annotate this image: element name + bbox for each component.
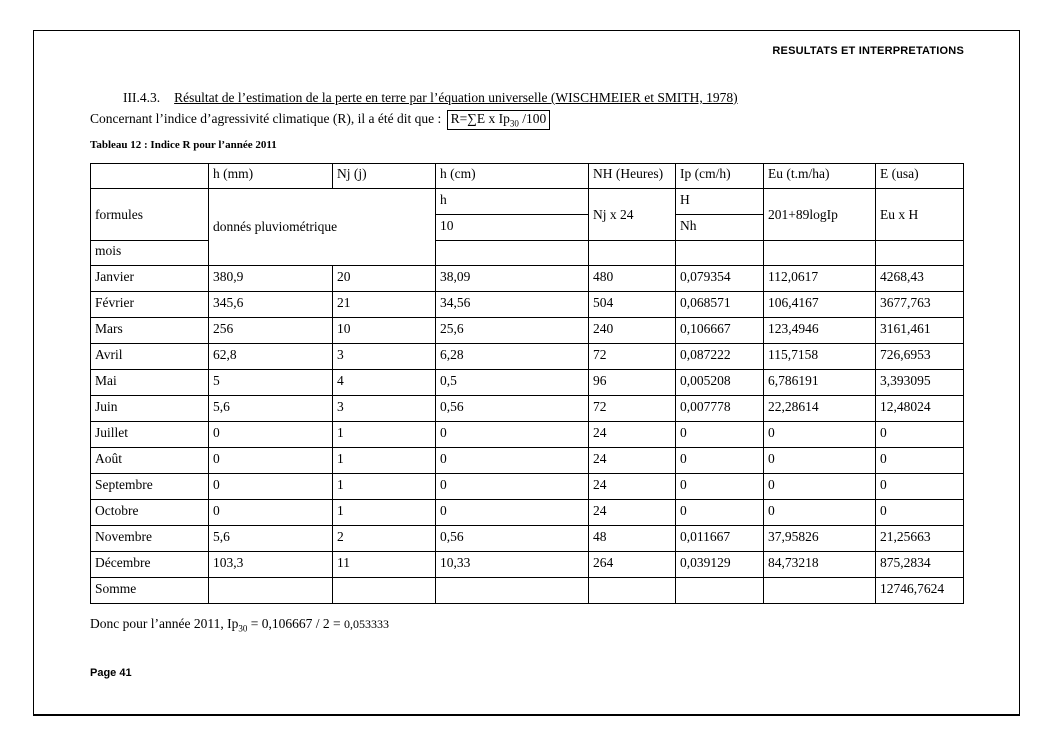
value-cell: 0 [876,474,964,500]
conclusion-line [90,616,389,634]
column-header-e: E (usa) [876,164,964,189]
value-cell: 24 [589,500,676,526]
section-title: Résultat de l’estimation de la perte en terre par l’équation universelle (WISCHMEIER et SMITH, 1978) [174,90,738,105]
value-cell: 0 [764,422,876,448]
month-label-cell: Mai [91,370,209,396]
value-cell: 34,56 [436,292,589,318]
table-row [91,370,964,396]
nh-formula-cell: Nj x 24 [589,189,676,241]
month-label-cell: Novembre [91,526,209,552]
value-cell: 0 [676,500,764,526]
indice-r-table [90,163,964,604]
value-cell: 264 [589,552,676,578]
value-cell: 84,73218 [764,552,876,578]
ip-formula-cell [676,189,764,241]
value-cell: 3161,461 [876,318,964,344]
value-cell: 0 [436,448,589,474]
value-cell: 21,25663 [876,526,964,552]
value-cell [764,578,876,604]
value-cell: 6,786191 [764,370,876,396]
month-label-cell: Décembre [91,552,209,578]
value-cell: 10 [333,318,436,344]
table-row [91,292,964,318]
column-header-nh: NH (Heures) [589,164,676,189]
month-label-cell: Somme [91,578,209,604]
formula-box [447,110,551,130]
value-cell: 0 [764,448,876,474]
fraction-numerator: H [676,189,763,215]
value-cell: 0,007778 [676,396,764,422]
fraction-denominator: 10 [440,218,454,233]
value-cell: 0 [436,474,589,500]
value-cell: 380,9 [209,266,333,292]
value-cell: 1 [333,500,436,526]
value-cell: 0 [764,474,876,500]
value-cell: 10,33 [436,552,589,578]
intro-text: Concernant l’indice d’agressivité climatique (R), il a été dit que : [90,111,445,126]
value-cell: 1 [333,474,436,500]
column-header-h-cm: h (cm) [436,164,589,189]
fraction-denominator: Nh [680,218,697,233]
value-cell: 0,079354 [676,266,764,292]
table-caption: Tableau 12 : Indice R pour l’année 2011 [90,139,277,151]
month-label-cell: Avril [91,344,209,370]
mois-label-cell: mois [91,241,209,266]
value-cell: 12,48024 [876,396,964,422]
value-cell: 4268,43 [876,266,964,292]
value-cell [209,578,333,604]
table-row [91,396,964,422]
value-cell: 24 [589,448,676,474]
column-header-nj: Nj (j) [333,164,436,189]
value-cell: 1 [333,448,436,474]
value-cell: 96 [589,370,676,396]
value-cell: 37,95826 [764,526,876,552]
conclusion-prefix: Donc pour l’année 2011, Ip [90,616,239,631]
value-cell: 0 [876,448,964,474]
table-row-somme [91,578,964,604]
value-cell: 0,56 [436,526,589,552]
value-cell: 0 [676,474,764,500]
empty-cell [676,241,764,266]
pluvio-cell: donnés pluviométrique [209,189,436,266]
value-cell: 0 [209,448,333,474]
formula-subscript: 30 [509,118,519,129]
table-row [91,344,964,370]
value-cell: 0 [209,474,333,500]
value-cell [676,578,764,604]
page-number: Page 41 [90,667,132,679]
column-header-empty [91,164,209,189]
h-cm-formula-cell [436,189,589,241]
value-cell: 0 [764,500,876,526]
eu-formula-cell: 201+89logIp [764,189,876,241]
value-cell: 72 [589,396,676,422]
value-cell: 103,3 [209,552,333,578]
value-cell: 5 [209,370,333,396]
column-header-h-mm: h (mm) [209,164,333,189]
value-cell: 38,09 [436,266,589,292]
value-cell: 3,393095 [876,370,964,396]
value-cell: 0 [209,500,333,526]
value-cell: 0 [676,422,764,448]
conclusion-mid: = 0,106667 / 2 = [247,616,344,631]
value-cell: 3 [333,344,436,370]
table-row [91,318,964,344]
month-label-cell: Octobre [91,500,209,526]
section-heading [123,90,738,106]
running-header: RESULTATS ET INTERPRETATIONS [772,45,964,57]
e-formula-cell: Eu x H [876,189,964,241]
empty-cell [436,241,589,266]
table-body [91,266,964,604]
value-cell: 726,6953 [876,344,964,370]
value-cell: 345,6 [209,292,333,318]
value-cell: 48 [589,526,676,552]
value-cell: 24 [589,474,676,500]
value-cell: 3 [333,396,436,422]
column-header-eu: Eu (t.m/ha) [764,164,876,189]
value-cell: 0,068571 [676,292,764,318]
table-row [91,422,964,448]
table-row [91,448,964,474]
formula-post: /100 [518,111,547,126]
month-label-cell: Juillet [91,422,209,448]
formula-row [91,189,964,241]
value-cell: 0 [436,500,589,526]
month-label-cell: Février [91,292,209,318]
value-cell [333,578,436,604]
table-row [91,552,964,578]
value-cell [589,578,676,604]
value-cell: 504 [589,292,676,318]
value-cell: 5,6 [209,526,333,552]
value-cell: 0 [876,422,964,448]
value-cell: 62,8 [209,344,333,370]
intro-paragraph [90,110,550,130]
formules-label-cell: formules [91,189,209,241]
value-cell: 240 [589,318,676,344]
value-cell: 0,106667 [676,318,764,344]
value-cell: 0 [209,422,333,448]
table-head-rows [91,164,964,266]
value-cell: 2 [333,526,436,552]
value-cell: 0,005208 [676,370,764,396]
value-cell: 4 [333,370,436,396]
value-cell: 0,011667 [676,526,764,552]
column-header-row [91,164,964,189]
formula-pre: R=∑E x Ip [450,111,510,126]
value-cell: 3677,763 [876,292,964,318]
conclusion-subscript: 30 [238,623,248,634]
value-cell: 24 [589,422,676,448]
month-label-cell: Janvier [91,266,209,292]
value-cell: 115,7158 [764,344,876,370]
value-cell: 0 [676,448,764,474]
conclusion-result: 0,053333 [343,617,389,631]
month-label-cell: Juin [91,396,209,422]
month-label-cell: Août [91,448,209,474]
value-cell: 20 [333,266,436,292]
value-cell: 875,2834 [876,552,964,578]
value-cell [436,578,589,604]
empty-cell [876,241,964,266]
column-header-ip: Ip (cm/h) [676,164,764,189]
section-number: III.4.3. [123,90,161,105]
month-label-cell: Mars [91,318,209,344]
value-cell: 21 [333,292,436,318]
empty-cell [589,241,676,266]
value-cell: 5,6 [209,396,333,422]
value-cell: 256 [209,318,333,344]
value-cell: 0 [436,422,589,448]
value-cell: 106,4167 [764,292,876,318]
table-row [91,526,964,552]
table-row [91,474,964,500]
empty-cell [764,241,876,266]
value-cell: 0,56 [436,396,589,422]
month-label-cell: Septembre [91,474,209,500]
value-cell: 12746,7624 [876,578,964,604]
table-row [91,500,964,526]
value-cell: 0,5 [436,370,589,396]
fraction-numerator: h [436,189,588,215]
value-cell: 25,6 [436,318,589,344]
table-row [91,266,964,292]
value-cell: 0,039129 [676,552,764,578]
value-cell: 112,0617 [764,266,876,292]
value-cell: 22,28614 [764,396,876,422]
value-cell: 1 [333,422,436,448]
value-cell: 72 [589,344,676,370]
value-cell: 11 [333,552,436,578]
value-cell: 123,4946 [764,318,876,344]
value-cell: 0 [876,500,964,526]
value-cell: 0,087222 [676,344,764,370]
value-cell: 480 [589,266,676,292]
value-cell: 6,28 [436,344,589,370]
